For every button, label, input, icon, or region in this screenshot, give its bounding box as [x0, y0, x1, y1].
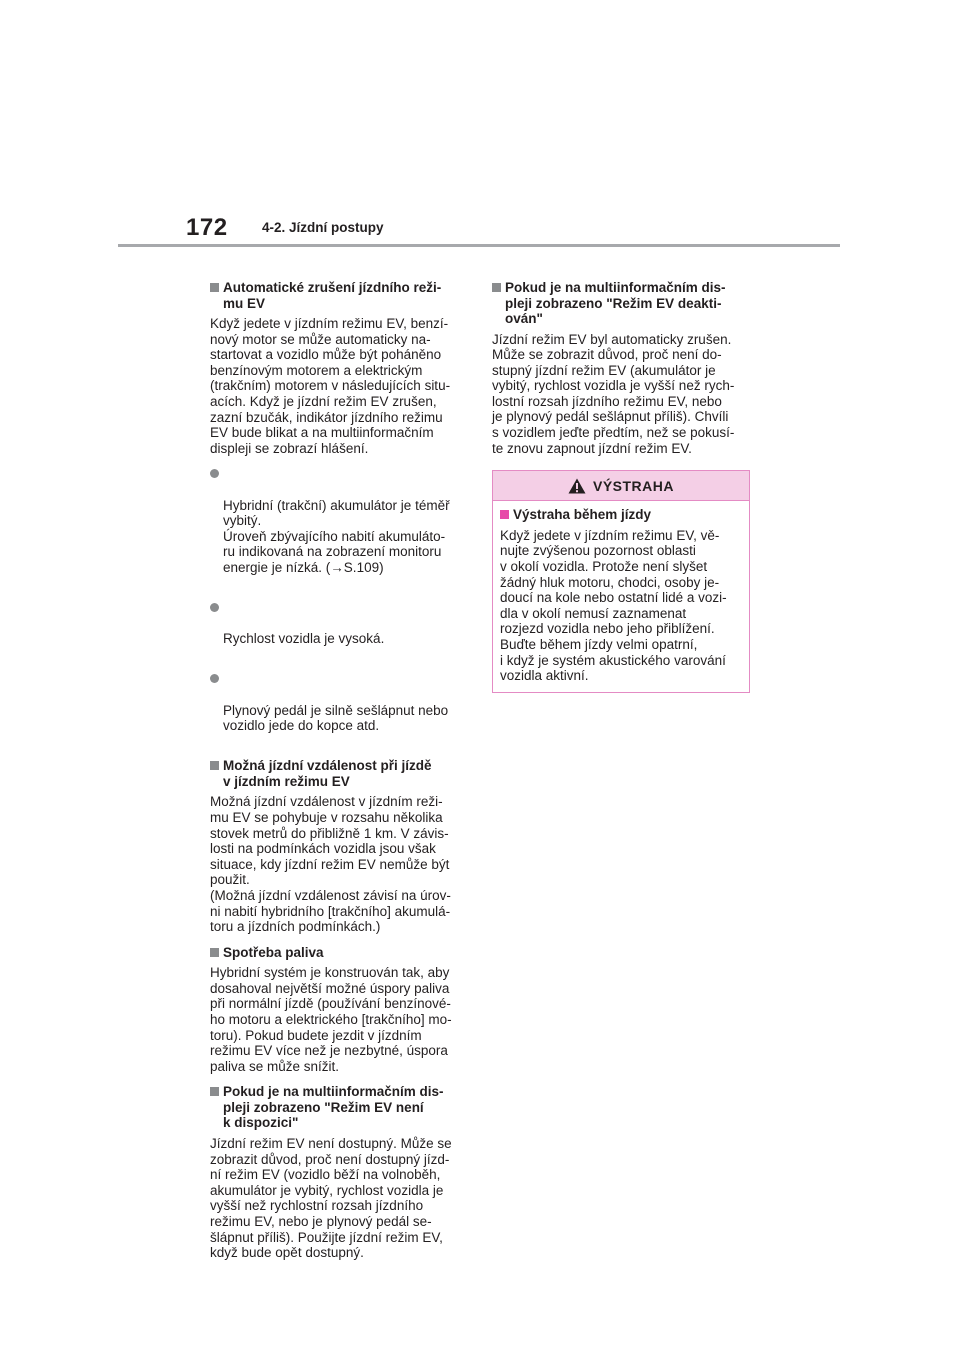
page-number: 172	[186, 214, 228, 241]
heading-text: Automatické zrušení jízdního reži- mu EV	[223, 280, 442, 311]
heading-text: Pokud je na multiinformačním dis- pleji zobrazeno "Režim EV není k dispozici"	[223, 1084, 444, 1131]
warning-body	[493, 501, 749, 691]
heading-auto-cancel	[210, 280, 476, 311]
paragraph-fuel: Hybridní systém je konstruován tak, aby dosahoval největší možné úspory paliva při normální jízdě (používání benzínové- ho motoru a elektrického [trakčního] mo- toru). Pokud budete jezdit v jízdním režimu EV více než je nezbytné, úspora paliva se může snížit.	[210, 965, 452, 1074]
heading-text: Výstraha během jízdy	[513, 507, 652, 523]
heading-fuel	[210, 945, 476, 961]
square-bullet-icon	[210, 1087, 219, 1096]
warning-box	[492, 470, 750, 692]
paragraph-warning: Když jedete v jízdním režimu EV, vě- nujte zvýšenou pozornost oblasti v okolí vozidla. Protože není slyšet žádný hluk motoru, chodci, osoby je- doucí na kole nebo ostatní lidé a vozi- dla v okolí nemusí zaznamenat rozjezd vozidla nebo jeho přiblížení. Buďte během jízdy velmi opatrní, i když je systém akustického varování vozidla aktivní.	[500, 527, 727, 684]
square-bullet-icon	[210, 948, 219, 957]
section-title: 4-2. Jízdní postupy	[262, 220, 384, 235]
circle-bullet-icon	[210, 603, 219, 612]
square-bullet-icon	[500, 510, 509, 519]
paragraph-not-available: Jízdní režim EV není dostupný. Může se zobrazit důvod, proč není dostupný jízd- ní režim EV (vozidlo běží na volnoběh, akumulátor je vybitý, rychlost vozidla je vyšší než rychlostní rozsah jízdního režimu EV, nebo je plynový pedál se- šlápnut příliš). Použijte jízdní režim EV, když bude opět dostupný.	[210, 1135, 452, 1261]
heading-not-available	[210, 1084, 476, 1131]
left-column	[210, 280, 476, 1271]
square-bullet-icon	[492, 283, 501, 292]
list-item	[210, 671, 476, 749]
heading-text: Možná jízdní vzdálenost při jízdě v jízdním režimu EV	[223, 758, 432, 789]
paragraph-range: Možná jízdní vzdálenost v jízdním reži- mu EV se pohybuje v rozsahu několika stovek metrů do přibližně 1 km. V závis- losti na podmínkách vozidla jsou však situace, kdy jízdní režim EV nemůže být použit. (Možná jízdní vzdálenost závisí na úrov- ni nabití hybridního [trakčního] akumulá- toru a jízdních podmínkách.)	[210, 794, 451, 935]
list-item	[210, 466, 476, 591]
heading-deactivated	[492, 280, 750, 327]
list-item-text: Hybridní (trakční) akumulátor je téměř vybitý. Úroveň zbývajícího nabití akumuláto- ru indikovaná na zobrazení monitoru energie je nízká. (→S.109)	[223, 497, 450, 575]
warning-title: VÝSTRAHA	[592, 477, 674, 494]
heading-range	[210, 758, 476, 789]
list-item-text: Plynový pedál je silně sešlápnut nebo vozidlo jede do kopce atd.	[223, 702, 449, 734]
heading-text: Pokud je na multiinformačním dis- pleji zobrazeno "Režim EV deakti- ován"	[505, 280, 726, 326]
square-bullet-icon	[210, 761, 219, 770]
list-item-text: Rychlost vozidla je vysoká.	[223, 631, 385, 647]
warning-header	[493, 471, 749, 501]
warning-triangle-icon	[568, 478, 586, 494]
circle-bullet-icon	[210, 469, 219, 478]
right-column	[492, 280, 750, 693]
paragraph-auto-cancel: Když jedete v jízdním režimu EV, benzí- nový motor se může automaticky na- startovat a vozidlo může být poháněno benzínovým motorem a elektrickým (trakčním) motorem v následujících situ- acích. Když je jízdní režim EV zrušen, zazní bzučák, indikátor jízdního režimu EV bude blikat a na multiinformačním displeji se zobrazí hlášení.	[210, 316, 451, 456]
header-rule	[118, 244, 840, 247]
circle-bullet-icon	[210, 674, 219, 683]
heading-text: Spotřeba paliva	[223, 944, 324, 960]
paragraph-deactivated: Jízdní režim EV byl automaticky zrušen. Může se zobrazit důvod, proč není do- stupný jízdní režim EV (akumulátor je vybitý, rychlost vozidla je vyšší než rych- lostní rozsah jízdního režimu EV, nebo je plynový pedál sešlápnut příliš). Chvíli s vozidlem jeďte předtím, než se pokusí- te znovu zapnout jízdní režim EV.	[492, 331, 735, 456]
list-item	[210, 600, 476, 662]
heading-warning	[500, 507, 742, 523]
square-bullet-icon	[210, 283, 219, 292]
